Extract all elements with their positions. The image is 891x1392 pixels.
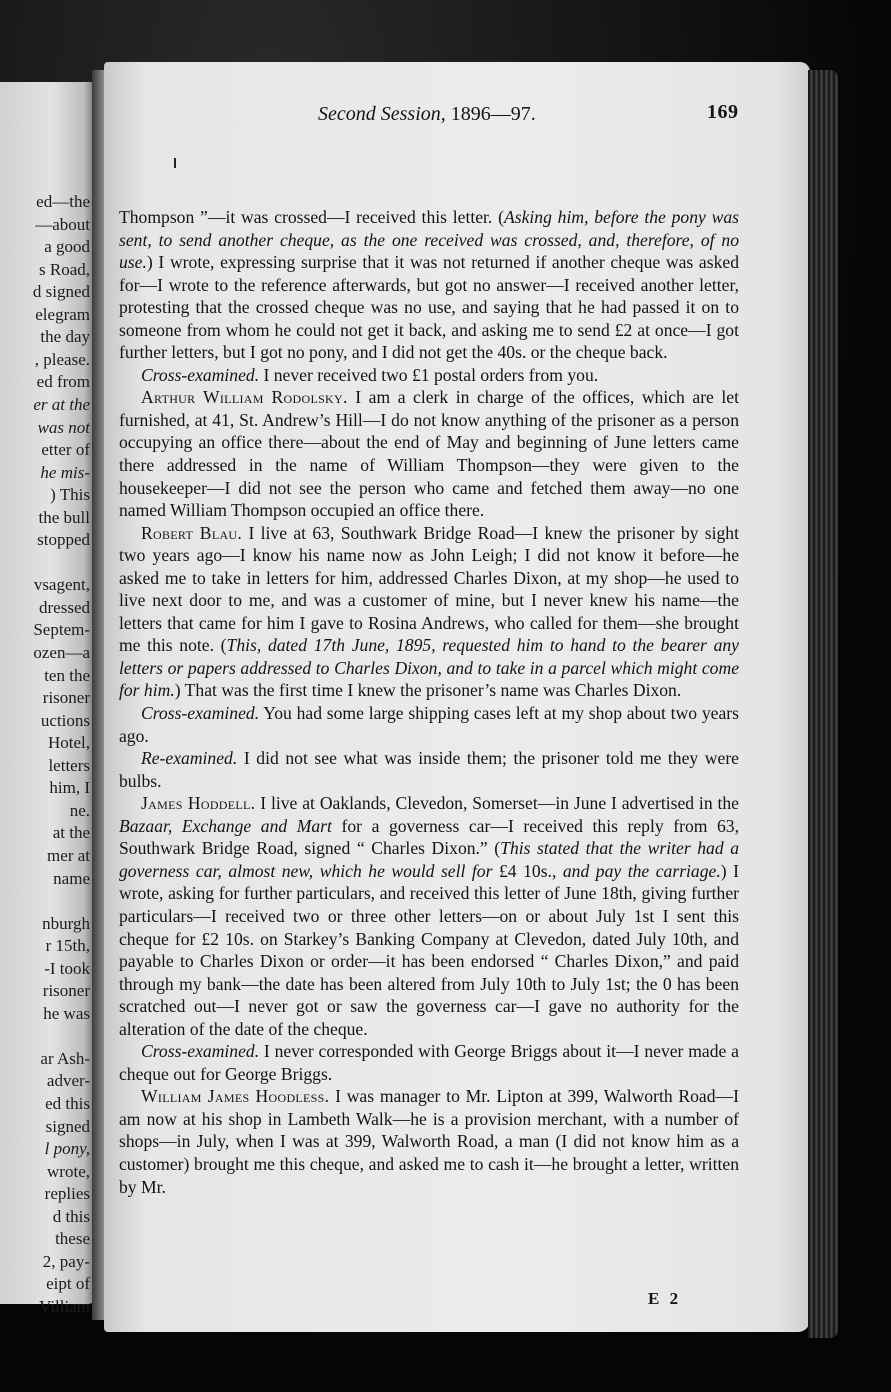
text-run: I live at Oaklands, Clevedon, Somerset—in June I advertised in the — [255, 793, 739, 814]
testimony-paragraph — [119, 702, 739, 747]
left-margin-fragment: ed—the — [36, 192, 90, 211]
italic-run: Cross-examined. — [141, 703, 260, 724]
testimony-paragraph — [119, 1085, 739, 1198]
running-title-session: Second Session, — [318, 103, 446, 125]
italic-run: Cross-examined. — [141, 364, 260, 385]
witness-name: Robert Blau. — [141, 522, 243, 543]
left-margin-fragment: adver- — [46, 1071, 90, 1091]
left-margin-fragment: vsagent, — [33, 575, 90, 595]
page-edges — [808, 70, 838, 1338]
left-margin-fragment: Hotel, — [47, 733, 90, 753]
left-margin-fragment: r 15th, — [45, 936, 90, 956]
left-margin-fragment: -I took — [44, 958, 90, 978]
signature-mark: E 2 — [648, 1289, 682, 1308]
text-run: for a governess car—I received this reply from 63, Southwark Bridge Road, signed “ Charles Dixon.” ( — [119, 815, 739, 859]
left-margin-fragment: ) This — [50, 485, 90, 505]
left-margin-fragment: mer at — [47, 845, 90, 865]
left-margin-fragment: elegram — [35, 304, 90, 324]
witness-name: James Hoddell. — [141, 793, 256, 814]
witness-name: William James Hoodless. — [141, 1086, 330, 1107]
left-margin-fragment: er at the — [33, 394, 90, 414]
left-margin-fragment: nburgh — [42, 913, 90, 933]
testimony-paragraph — [119, 364, 739, 387]
left-margin-fragment: replies — [44, 1184, 90, 1204]
body-text — [119, 206, 739, 1198]
left-margin-fragment: at the — [52, 823, 90, 843]
left-margin-fragment: ozen—a — [33, 643, 90, 662]
testimony-paragraph — [119, 747, 739, 792]
text-run: I was manager to Mr. Lipton at 399, Walworth Road—I am now at his shop in Lambeth Walk—he is a provision merchant, with a number of shops—in July, when I was at 399, Walworth Road, a man (I did not know him as a customer) brought me this cheque, and asked me to cash it—he brought a letter, written by Mr. — [119, 1086, 739, 1197]
left-margin-fragment: , please. — [34, 349, 90, 369]
page-header — [0, 101, 891, 131]
left-margin-fragment: etter of — [41, 440, 90, 460]
italic-run: Asking him, before the pony was sent, to send another cheque, as the one received was crossed, and, therefore, of no use. — [119, 207, 739, 273]
left-margin-fragment: ed this — [45, 1094, 90, 1113]
left-margin-fragment: eipt of — [46, 1274, 90, 1294]
left-margin-fragment: him, I — [49, 778, 90, 798]
left-margin-fragment: name — [53, 868, 90, 888]
left-margin-fragment: these — [55, 1229, 90, 1249]
page-number: 169 — [707, 101, 739, 123]
left-margin-fragment: ne. — [69, 800, 90, 820]
left-margin-fragment: Septem- — [33, 620, 90, 640]
left-margin-fragment: was not — [37, 417, 90, 437]
italic-run: This, dated 17th June, 1895, requested him to hand to the bearer any letters or papers addressed to Charles Dixon, and to take in a parcel which might come for him. — [119, 635, 739, 701]
left-margin-fragment: the bull — [38, 507, 90, 527]
left-margin-fragment: ten the — [44, 665, 90, 685]
tick-mark — [174, 158, 176, 168]
left-margin-fragment: he mis- — [40, 462, 90, 482]
left-margin-fragment: l pony, — [44, 1139, 90, 1159]
testimony-paragraph — [119, 206, 739, 364]
left-margin-fragment: the day — [40, 327, 90, 347]
left-margin-fragment: d this — [52, 1206, 90, 1226]
running-title-years: 1896—97. — [450, 103, 536, 125]
left-margin-fragment: letters — [48, 755, 90, 775]
running-title — [318, 103, 536, 126]
text-run: You had some large shipping cases left at my shop about two years ago. — [119, 703, 739, 746]
left-margin-fragment: signed — [45, 1116, 90, 1136]
left-page-fragment — [0, 82, 96, 1316]
left-margin-fragment: a good — [44, 237, 90, 257]
text-run: I never corresponded with George Briggs about it—I never made a cheque out for George Briggs. — [119, 1041, 739, 1084]
italic-run: and pay the carriage. — [562, 860, 721, 881]
italic-run: Re-examined. — [141, 748, 238, 769]
text-run: ) That was the first time I knew the prisoner’s name was Charles Dixon. — [174, 680, 682, 701]
left-margin-fragment: stopped — [37, 530, 90, 550]
italic-run: Bazaar, Exchange and Mart — [119, 815, 332, 836]
text-run: ) I wrote, asking for further particulars, and received this letter of June 18th, giving further particulars—I received two or three other letters—on or about July 1st I sent this cheque for £2 10s. on Starkey’s Banking Company at Clevedon, dated July 10th, and payable to Charles Dixon or order—it has been endorsed “ Charles Dixon,” and paid through my bank—the date has been altered from July 10th to July 1st; the 0 has been scratched out—I never got or saw the governess car—I gave no authority for the alteration of the date of the cheque. — [119, 860, 739, 1039]
left-margin-fragment: 2, pay- — [42, 1251, 90, 1271]
left-margin-fragment: Villiam — [39, 1296, 90, 1316]
left-margin-fragment: ed from — [36, 372, 90, 392]
text-run: I live at 63, Southwark Bridge Road—I knew the prisoner by sight two years ago—I know his name now as John Leigh; I did not know it before—he asked me to take in letters for him, addressed Charles Dixon, at my shop—he used to live next door to me, and was a customer of mine, but I never knew his name—the letters that came for him I gave to Rosina Andrews, who called for them—she brought me this note. ( — [119, 522, 739, 656]
left-margin-fragment: risoner — [42, 981, 90, 1001]
testimony-paragraph — [119, 792, 739, 1040]
testimony-paragraph — [119, 386, 739, 521]
text-run: I did not see what was inside them; the prisoner told me they were bulbs. — [119, 748, 739, 791]
text-run: ) I wrote, expressing surprise that it was not returned if another cheque was asked for—I wrote to the reference afterwards, but got no answer—I received another letter, protesting that the crossed cheque was no use, and saying that he had passed it on to someone from whom he could not get it back, and asking me to send £2 at once—I got further letters, but I got no pony, and I did not get the 40s. or the cheque back. — [119, 252, 739, 363]
testimony-paragraph — [119, 522, 739, 702]
left-margin-fragment: he was — [43, 1003, 90, 1023]
text-run: £4 10s., — [492, 860, 563, 881]
left-margin-fragment: wrote, — [47, 1161, 90, 1181]
text-run: I never received two £1 postal orders from you. — [259, 364, 599, 385]
italic-run: Cross-examined. — [141, 1041, 260, 1062]
left-margin-fragment: dressed — [39, 597, 90, 617]
left-margin-fragment: risoner — [42, 688, 90, 708]
left-margin-fragment: s Road, — [39, 259, 90, 279]
witness-name: Arthur William Rodolsky. — [141, 387, 348, 408]
text-run: Thompson ”—it was crossed—I received this letter. ( — [119, 207, 504, 227]
left-margin-fragment: uctions — [40, 710, 90, 730]
left-margin-fragment: ar Ash- — [40, 1048, 90, 1068]
left-margin-fragment: d signed — [32, 282, 90, 302]
italic-run: This stated that the writer had a governess car, almost new, which he would sell for — [119, 838, 739, 881]
text-run: I am a clerk in charge of the offices, which are let furnished, at 41, St. Andrew’s Hill—I do not know anything of the prisoner as a person occupying an office there—about the end of May and beginning of June letters came there addressed in the name of William Thompson—they were given to the housekeeper—I did not see the person who came and fetched them away—no one named William Thompson occupied an office there. — [119, 387, 739, 521]
testimony-paragraph — [119, 1040, 739, 1085]
left-margin-fragment: —about — [35, 214, 90, 234]
